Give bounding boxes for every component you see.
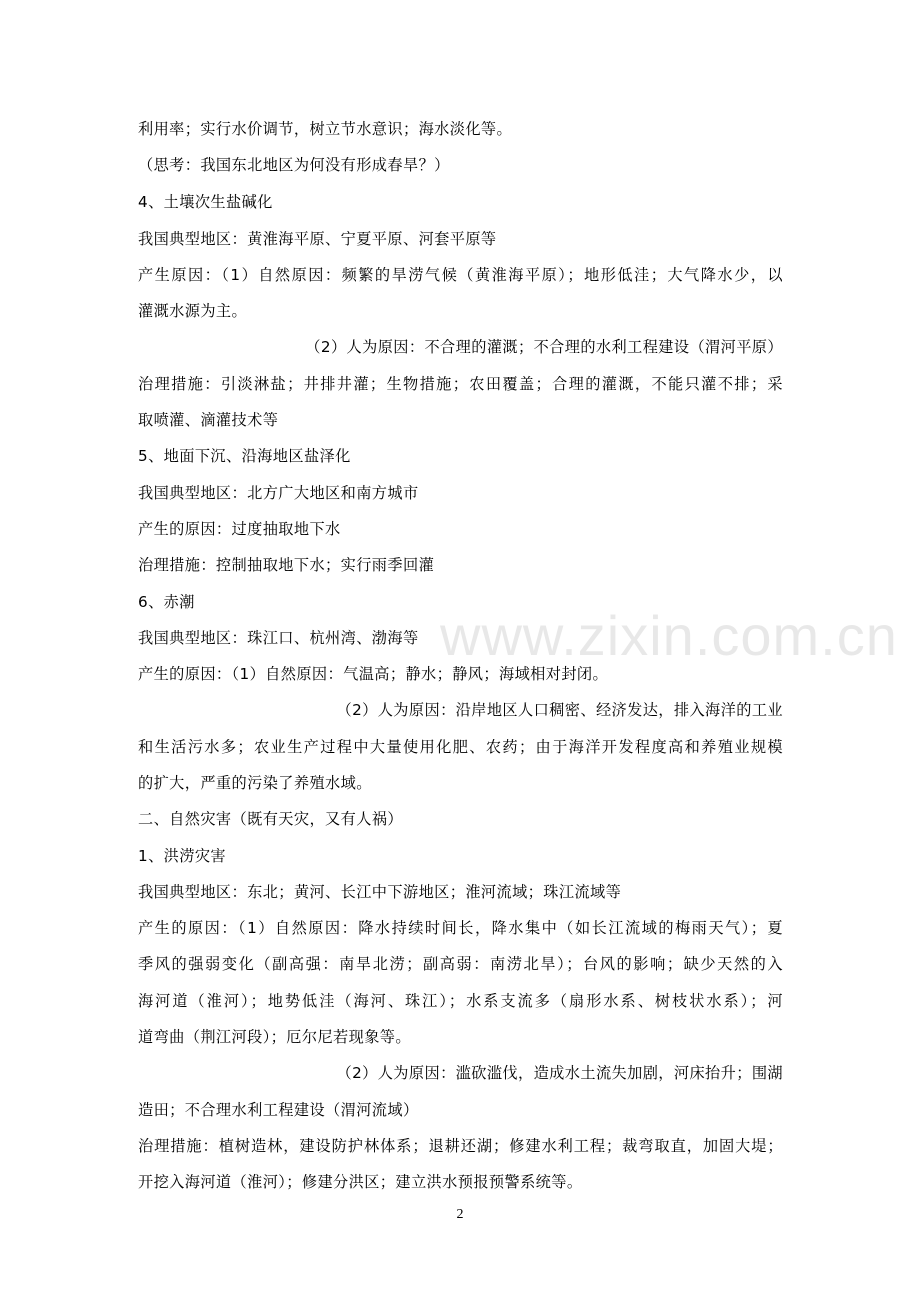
text-line: 道弯曲（荆江河段）；厄尔尼若现象等。 (138, 1028, 411, 1046)
text-line: 海河道（淮河）；地势低洼（海河、珠江）；水系支流多（扇形水系、树枝状水系）；河 (138, 992, 783, 1010)
text-line: 产生的原因：（1）自然原因：降水持续时间长，降水集中（如长江流域的梅雨天气）；夏 (138, 919, 783, 937)
text-line: 产生的原因：（1）自然原因：气温高；静水；静风；海域相对封闭。 (138, 665, 609, 683)
text-line: （2）人为原因：沿岸地区人口稠密、经济发达，排入海洋的工业 (336, 701, 783, 719)
watermark: www.zixin.com.cn (440, 604, 898, 667)
text-line: 治理措施：控制抽取地下水；实行雨季回灌 (138, 556, 435, 574)
page-number: 2 (456, 1207, 464, 1222)
text-line: 我国典型地区：珠江口、杭州湾、渤海等 (138, 629, 419, 647)
text-line: 产生原因：（1）自然原因：频繁的旱涝气候（黄淮海平原）；地形低洼；大气降水少，以 (138, 266, 783, 284)
text-line: 取喷灌、滴灌技术等 (138, 411, 279, 429)
text-line: 利用率；实行水价调节，树立节水意识；海水淡化等。 (138, 120, 513, 138)
text-line: 季风的强弱变化（副高强：南旱北涝；副高弱：南涝北旱）；台风的影响；缺少天然的入 (138, 955, 783, 973)
section-heading: 二、自然灾害（既有天灾，又有人祸） (138, 810, 403, 828)
text-line: 开挖入海河道（淮河）；修建分洪区；建立洪水预报预警系统等。 (138, 1173, 583, 1191)
text-line: （思考：我国东北地区为何没有形成春旱？） (138, 156, 450, 174)
text-line: 治理措施：引淡淋盐；井排井灌；生物措施；农田覆盖；合理的灌溉，不能只灌不排；采 (138, 375, 783, 393)
text-line: 我国典型地区：黄淮海平原、宁夏平原、河套平原等 (138, 230, 497, 248)
text-line: （2）人为原因：不合理的灌溉；不合理的水利工程建设（渭河平原） (305, 338, 783, 356)
text-line: 我国典型地区：北方广大地区和南方城市 (138, 484, 419, 502)
text-line: 造田；不合理水利工程建设（渭河流域） (138, 1101, 419, 1119)
text-line: （2）人为原因：滥砍滥伐，造成水土流失加剧，河床抬升；围湖 (336, 1064, 783, 1082)
section-heading: 4、土壤次生盐碱化 (138, 193, 273, 211)
text-line: 和生活污水多；农业生产过程中大量使用化肥、农药；由于海洋开发程度高和养殖业规模 (138, 738, 783, 756)
text-line: 产生的原因：过度抽取地下水 (138, 520, 341, 538)
text-line: 我国典型地区：东北；黄河、长江中下游地区；淮河流域；珠江流域等 (138, 883, 622, 901)
section-heading: 1、洪涝灾害 (138, 847, 227, 865)
section-heading: 6、赤潮 (138, 593, 195, 611)
text-line: 的扩大，严重的污染了养殖水域。 (138, 774, 372, 792)
text-line: 灌溉水源为主。 (138, 302, 248, 320)
section-heading: 5、地面下沉、沿海地区盐泽化 (138, 447, 351, 465)
text-line: 治理措施：植树造林，建设防护林体系；退耕还湖；修建水利工程；裁弯取直，加固大堤； (138, 1137, 783, 1155)
